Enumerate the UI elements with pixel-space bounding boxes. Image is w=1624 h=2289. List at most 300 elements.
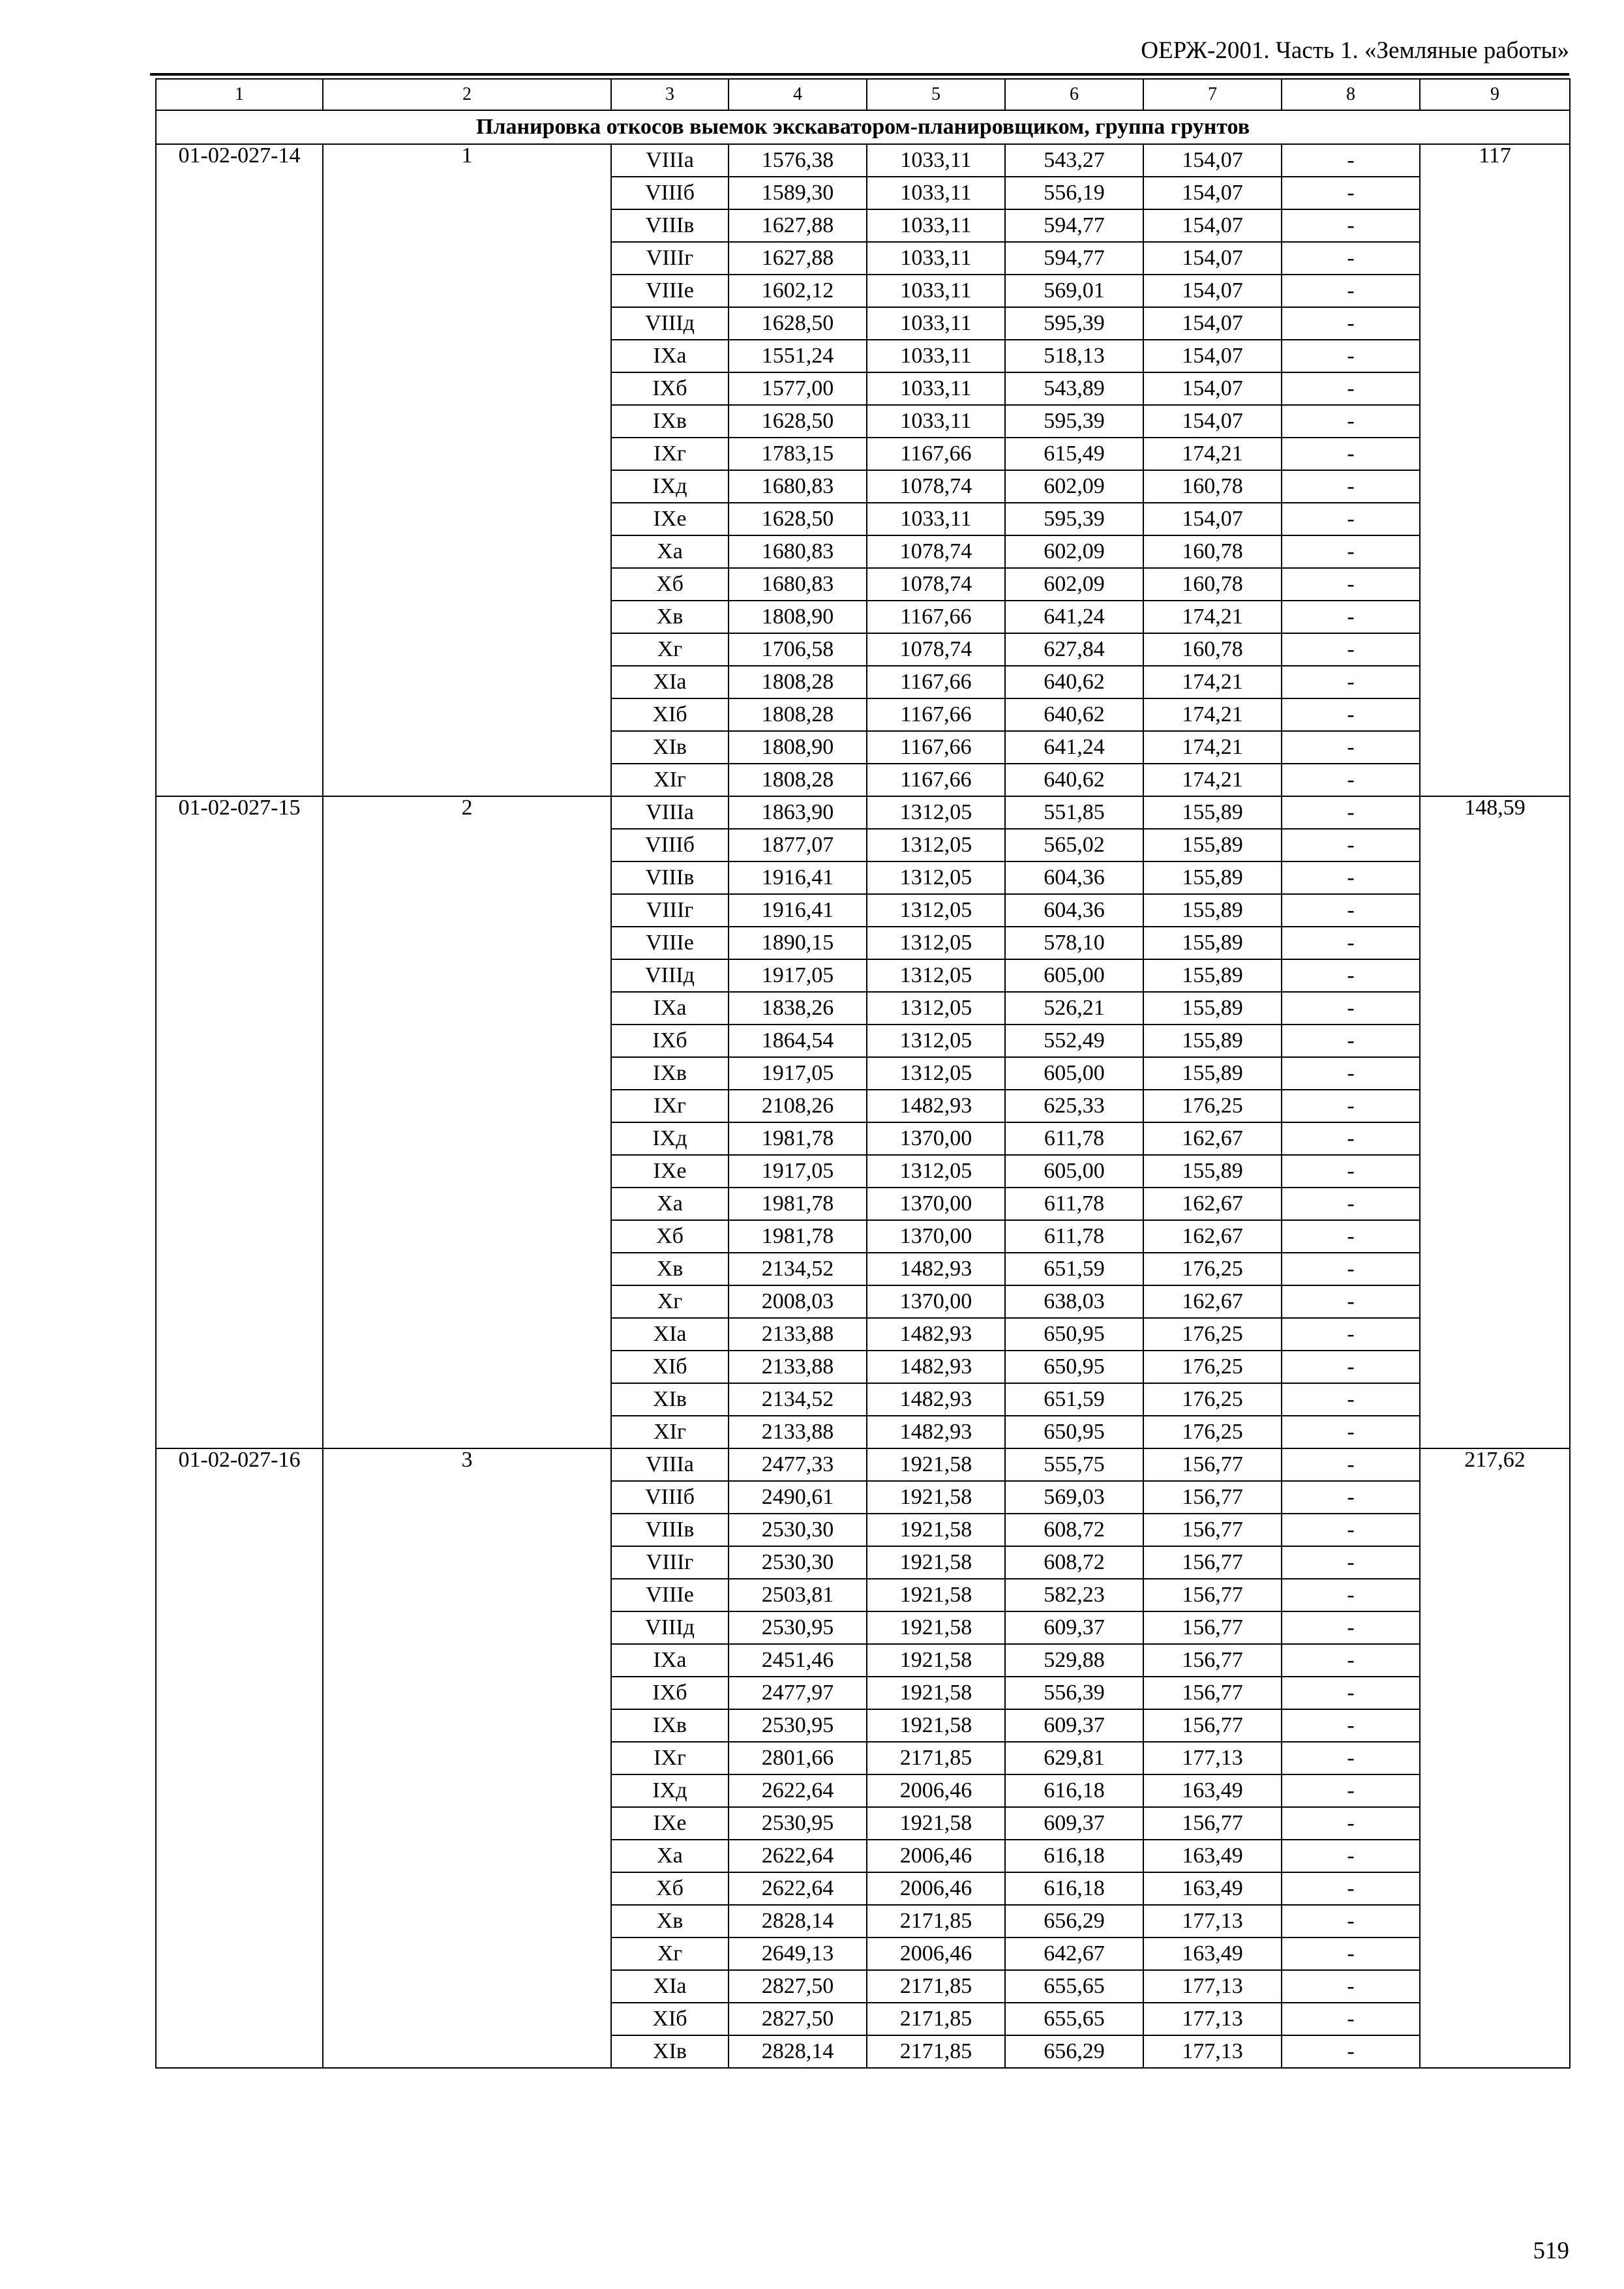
total-cost: 2649,13: [729, 1937, 867, 1970]
machine-wages: 163,49: [1143, 1872, 1282, 1905]
machine-wages: 162,67: [1143, 1188, 1282, 1220]
machine-wages: 174,21: [1143, 601, 1282, 633]
rate-code: 01-02-027-15: [156, 796, 323, 1448]
item-number: 3: [323, 1448, 611, 2068]
soil-group: IXб: [611, 1025, 729, 1057]
machine-wages: 160,78: [1143, 633, 1282, 666]
wages: 1033,11: [867, 275, 1005, 307]
total-cost: 1627,88: [729, 209, 867, 242]
total-cost: 2008,03: [729, 1285, 867, 1318]
machine-wages: 155,89: [1143, 894, 1282, 927]
machine-cost: 518,13: [1005, 340, 1143, 372]
materials-cost: -: [1282, 1937, 1420, 1970]
machine-wages: 176,25: [1143, 1351, 1282, 1383]
machine-wages: 177,13: [1143, 1742, 1282, 1774]
total-cost: 1551,24: [729, 340, 867, 372]
materials-cost: -: [1282, 601, 1420, 633]
total-cost: 1981,78: [729, 1122, 867, 1155]
machine-wages: 156,77: [1143, 1611, 1282, 1644]
machine-wages: 156,77: [1143, 1579, 1282, 1611]
wages: 1921,58: [867, 1677, 1005, 1709]
soil-group: XIв: [611, 2035, 729, 2068]
machine-cost: 615,49: [1005, 438, 1143, 470]
materials-cost: -: [1282, 1220, 1420, 1253]
materials-cost: -: [1282, 1970, 1420, 2003]
materials-cost: -: [1282, 340, 1420, 372]
total-cost: 2828,14: [729, 2035, 867, 2068]
machine-wages: 155,89: [1143, 927, 1282, 959]
machine-wages: 154,07: [1143, 372, 1282, 405]
materials-cost: -: [1282, 1057, 1420, 1090]
wages: 2171,85: [867, 2003, 1005, 2035]
machine-cost: 604,36: [1005, 894, 1143, 927]
machine-wages: 155,89: [1143, 959, 1282, 992]
total-cost: 1706,58: [729, 633, 867, 666]
total-cost: 2133,88: [729, 1416, 867, 1448]
materials-cost: -: [1282, 209, 1420, 242]
machine-wages: 154,07: [1143, 144, 1282, 177]
machine-cost: 608,72: [1005, 1546, 1143, 1579]
total-cost: 2530,95: [729, 1807, 867, 1840]
machine-wages: 177,13: [1143, 2003, 1282, 2035]
soil-group: Xа: [611, 1188, 729, 1220]
soil-group: Xв: [611, 1253, 729, 1285]
materials-cost: -: [1282, 242, 1420, 275]
column-number: 4: [729, 79, 867, 110]
materials-cost: -: [1282, 1742, 1420, 1774]
materials-cost: -: [1282, 1318, 1420, 1351]
soil-group: IXг: [611, 1742, 729, 1774]
soil-group: IXд: [611, 1774, 729, 1807]
soil-group: IXв: [611, 1057, 729, 1090]
wages: 1033,11: [867, 209, 1005, 242]
materials-cost: -: [1282, 535, 1420, 568]
materials-cost: -: [1282, 1514, 1420, 1546]
soil-group: IXв: [611, 1709, 729, 1742]
machine-wages: 156,77: [1143, 1448, 1282, 1481]
soil-group: VIIIг: [611, 242, 729, 275]
soil-group: IXа: [611, 340, 729, 372]
machine-wages: 154,07: [1143, 503, 1282, 535]
total-cost: 1589,30: [729, 177, 867, 209]
machine-wages: 174,21: [1143, 438, 1282, 470]
total-cost: 1916,41: [729, 861, 867, 894]
machine-cost: 609,37: [1005, 1709, 1143, 1742]
total-cost: 1877,07: [729, 829, 867, 861]
soil-group: XIа: [611, 1318, 729, 1351]
wages: 1312,05: [867, 796, 1005, 829]
total-cost: 1890,15: [729, 927, 867, 959]
soil-group: IXг: [611, 1090, 729, 1122]
machine-cost: 609,37: [1005, 1611, 1143, 1644]
wages: 1078,74: [867, 470, 1005, 503]
wages: 1921,58: [867, 1514, 1005, 1546]
machine-cost: 602,09: [1005, 535, 1143, 568]
wages: 1033,11: [867, 405, 1005, 438]
soil-group: VIIIв: [611, 1514, 729, 1546]
materials-cost: -: [1282, 177, 1420, 209]
machine-cost: 651,59: [1005, 1383, 1143, 1416]
rate-code: 01-02-027-16: [156, 1448, 323, 2068]
wages: 1921,58: [867, 1611, 1005, 1644]
machine-wages: 163,49: [1143, 1774, 1282, 1807]
machine-cost: 616,18: [1005, 1774, 1143, 1807]
total-cost: 1981,78: [729, 1188, 867, 1220]
materials-cost: -: [1282, 1807, 1420, 1840]
total-cost: 1981,78: [729, 1220, 867, 1253]
wages: 1312,05: [867, 829, 1005, 861]
machine-wages: 174,21: [1143, 698, 1282, 731]
machine-wages: 176,25: [1143, 1090, 1282, 1122]
machine-cost: 595,39: [1005, 307, 1143, 340]
machine-cost: 640,62: [1005, 764, 1143, 796]
total-cost: 1916,41: [729, 894, 867, 927]
column-number: 2: [323, 79, 611, 110]
materials-cost: -: [1282, 1840, 1420, 1872]
soil-group: Xг: [611, 1937, 729, 1970]
machine-cost: 609,37: [1005, 1807, 1143, 1840]
materials-cost: -: [1282, 633, 1420, 666]
materials-cost: -: [1282, 1448, 1420, 1481]
total-cost: 1808,90: [729, 601, 867, 633]
machine-cost: 642,67: [1005, 1937, 1143, 1970]
wages: 1312,05: [867, 1155, 1005, 1188]
wages: 1921,58: [867, 1644, 1005, 1677]
soil-group: VIIIб: [611, 1481, 729, 1514]
machine-cost: 627,84: [1005, 633, 1143, 666]
materials-cost: -: [1282, 405, 1420, 438]
running-head: ОЕРЖ-2001. Часть 1. «Земляные работы»: [1141, 37, 1569, 64]
soil-group: XIб: [611, 698, 729, 731]
wages: 1167,66: [867, 666, 1005, 698]
column-number: 7: [1143, 79, 1282, 110]
machine-wages: 155,89: [1143, 1025, 1282, 1057]
materials-cost: -: [1282, 438, 1420, 470]
machine-wages: 163,49: [1143, 1937, 1282, 1970]
machine-wages: 155,89: [1143, 861, 1282, 894]
machine-cost: 578,10: [1005, 927, 1143, 959]
machine-cost: 611,78: [1005, 1220, 1143, 1253]
soil-group: VIIIв: [611, 209, 729, 242]
materials-cost: -: [1282, 1546, 1420, 1579]
materials-cost: -: [1282, 927, 1420, 959]
item-number: 2: [323, 796, 611, 1448]
machine-wages: 154,07: [1143, 307, 1282, 340]
machine-wages: 154,07: [1143, 275, 1282, 307]
machine-cost: 602,09: [1005, 568, 1143, 601]
wages: 1167,66: [867, 764, 1005, 796]
soil-group: XIб: [611, 2003, 729, 2035]
header-rule: [150, 73, 1569, 76]
total-cost: 2622,64: [729, 1840, 867, 1872]
wages: 1078,74: [867, 633, 1005, 666]
machine-wages: 163,49: [1143, 1840, 1282, 1872]
machine-wages: 156,77: [1143, 1481, 1282, 1514]
total-cost: 1577,00: [729, 372, 867, 405]
total-cost: 1627,88: [729, 242, 867, 275]
wages: 1482,93: [867, 1416, 1005, 1448]
machine-wages: 174,21: [1143, 666, 1282, 698]
wages: 1482,93: [867, 1253, 1005, 1285]
materials-cost: -: [1282, 470, 1420, 503]
materials-cost: -: [1282, 2003, 1420, 2035]
soil-group: XIв: [611, 1383, 729, 1416]
section-title-row: [156, 110, 1570, 144]
wages: 1482,93: [867, 1090, 1005, 1122]
machine-cost: 569,01: [1005, 275, 1143, 307]
materials-cost: -: [1282, 1285, 1420, 1318]
wages: 1167,66: [867, 601, 1005, 633]
total-cost: 2133,88: [729, 1351, 867, 1383]
soil-group: XIг: [611, 1416, 729, 1448]
soil-group: IXг: [611, 438, 729, 470]
materials-cost: -: [1282, 144, 1420, 177]
machine-wages: 154,07: [1143, 209, 1282, 242]
soil-group: XIб: [611, 1351, 729, 1383]
machine-wages: 156,77: [1143, 1514, 1282, 1546]
soil-group: Xг: [611, 1285, 729, 1318]
column-number: 1: [156, 79, 323, 110]
materials-cost: -: [1282, 829, 1420, 861]
machine-wages: 160,78: [1143, 568, 1282, 601]
machine-cost: 651,59: [1005, 1253, 1143, 1285]
machine-cost: 641,24: [1005, 601, 1143, 633]
wages: 1482,93: [867, 1318, 1005, 1351]
wages: 1167,66: [867, 698, 1005, 731]
machine-wages: 177,13: [1143, 2035, 1282, 2068]
wages: 1167,66: [867, 731, 1005, 764]
machine-cost: 656,29: [1005, 2035, 1143, 2068]
machine-wages: 160,78: [1143, 535, 1282, 568]
table-row: [156, 144, 1570, 177]
total-cost: 2530,95: [729, 1709, 867, 1742]
soil-group: VIIIа: [611, 1448, 729, 1481]
wages: 1167,66: [867, 438, 1005, 470]
machine-cost: 595,39: [1005, 405, 1143, 438]
soil-group: Xа: [611, 535, 729, 568]
total-cost: 2451,46: [729, 1644, 867, 1677]
total-cost: 2477,33: [729, 1448, 867, 1481]
machine-wages: 156,77: [1143, 1644, 1282, 1677]
soil-group: IXе: [611, 1155, 729, 1188]
machine-wages: 174,21: [1143, 764, 1282, 796]
machine-cost: 602,09: [1005, 470, 1143, 503]
machine-wages: 176,25: [1143, 1318, 1282, 1351]
soil-group: IXб: [611, 1677, 729, 1709]
machine-wages: 154,07: [1143, 177, 1282, 209]
machine-cost: 655,65: [1005, 1970, 1143, 2003]
total-cost: 2503,81: [729, 1579, 867, 1611]
section-title: Планировка откосов выемок экскаватором-планировщиком, группа грунтов: [156, 110, 1570, 144]
total-cost: 2530,95: [729, 1611, 867, 1644]
soil-group: VIIIа: [611, 796, 729, 829]
labor-hours: 117: [1420, 144, 1570, 796]
wages: 1312,05: [867, 959, 1005, 992]
soil-group: XIа: [611, 666, 729, 698]
wages: 2171,85: [867, 1970, 1005, 2003]
machine-cost: 543,89: [1005, 372, 1143, 405]
total-cost: 2490,61: [729, 1481, 867, 1514]
materials-cost: -: [1282, 698, 1420, 731]
total-cost: 2827,50: [729, 1970, 867, 2003]
machine-wages: 154,07: [1143, 242, 1282, 275]
machine-wages: 162,67: [1143, 1220, 1282, 1253]
machine-cost: 616,18: [1005, 1840, 1143, 1872]
column-number: 3: [611, 79, 729, 110]
total-cost: 2108,26: [729, 1090, 867, 1122]
total-cost: 1917,05: [729, 1057, 867, 1090]
wages: 1370,00: [867, 1122, 1005, 1155]
machine-wages: 162,67: [1143, 1122, 1282, 1155]
soil-group: XIа: [611, 1970, 729, 2003]
table-body: [156, 79, 1570, 2068]
machine-wages: 162,67: [1143, 1285, 1282, 1318]
wages: 1033,11: [867, 340, 1005, 372]
wages: 1921,58: [867, 1546, 1005, 1579]
total-cost: 2801,66: [729, 1742, 867, 1774]
machine-cost: 529,88: [1005, 1644, 1143, 1677]
wages: 1033,11: [867, 503, 1005, 535]
machine-wages: 155,89: [1143, 796, 1282, 829]
soil-group: Xг: [611, 633, 729, 666]
wages: 1921,58: [867, 1481, 1005, 1514]
soil-group: Xб: [611, 568, 729, 601]
machine-wages: 176,25: [1143, 1253, 1282, 1285]
total-cost: 1808,28: [729, 764, 867, 796]
total-cost: 1864,54: [729, 1025, 867, 1057]
wages: 1921,58: [867, 1579, 1005, 1611]
wages: 1312,05: [867, 1025, 1005, 1057]
soil-group: Xб: [611, 1872, 729, 1905]
materials-cost: -: [1282, 1644, 1420, 1677]
materials-cost: -: [1282, 1611, 1420, 1644]
labor-hours: 148,59: [1420, 796, 1570, 1448]
total-cost: 1680,83: [729, 470, 867, 503]
total-cost: 2530,30: [729, 1546, 867, 1579]
materials-cost: -: [1282, 372, 1420, 405]
total-cost: 2133,88: [729, 1318, 867, 1351]
soil-group: IXб: [611, 372, 729, 405]
wages: 1312,05: [867, 992, 1005, 1025]
materials-cost: -: [1282, 1677, 1420, 1709]
machine-cost: 526,21: [1005, 992, 1143, 1025]
wages: 1033,11: [867, 144, 1005, 177]
column-number: 9: [1420, 79, 1570, 110]
wages: 1312,05: [867, 1057, 1005, 1090]
machine-cost: 655,65: [1005, 2003, 1143, 2035]
machine-cost: 629,81: [1005, 1742, 1143, 1774]
machine-cost: 638,03: [1005, 1285, 1143, 1318]
materials-cost: -: [1282, 861, 1420, 894]
soil-group: IXд: [611, 1122, 729, 1155]
machine-cost: 625,33: [1005, 1090, 1143, 1122]
total-cost: 1628,50: [729, 503, 867, 535]
machine-cost: 543,27: [1005, 144, 1143, 177]
soil-group: VIIIе: [611, 927, 729, 959]
soil-group: VIIIг: [611, 894, 729, 927]
machine-cost: 605,00: [1005, 959, 1143, 992]
total-cost: 2827,50: [729, 2003, 867, 2035]
soil-group: Xа: [611, 1840, 729, 1872]
materials-cost: -: [1282, 1090, 1420, 1122]
materials-cost: -: [1282, 1188, 1420, 1220]
materials-cost: -: [1282, 1416, 1420, 1448]
total-cost: 1917,05: [729, 959, 867, 992]
soil-group: XIг: [611, 764, 729, 796]
machine-wages: 160,78: [1143, 470, 1282, 503]
machine-cost: 640,62: [1005, 698, 1143, 731]
machine-cost: 650,95: [1005, 1416, 1143, 1448]
machine-wages: 155,89: [1143, 992, 1282, 1025]
machine-cost: 582,23: [1005, 1579, 1143, 1611]
machine-cost: 556,19: [1005, 177, 1143, 209]
total-cost: 1680,83: [729, 568, 867, 601]
wages: 1921,58: [867, 1807, 1005, 1840]
soil-group: VIIIб: [611, 829, 729, 861]
machine-cost: 555,75: [1005, 1448, 1143, 1481]
total-cost: 1628,50: [729, 307, 867, 340]
total-cost: 1863,90: [729, 796, 867, 829]
machine-cost: 565,02: [1005, 829, 1143, 861]
soil-group: Xв: [611, 1905, 729, 1937]
soil-group: VIIIд: [611, 1611, 729, 1644]
machine-wages: 176,25: [1143, 1416, 1282, 1448]
wages: 1033,11: [867, 372, 1005, 405]
machine-cost: 605,00: [1005, 1155, 1143, 1188]
materials-cost: -: [1282, 1351, 1420, 1383]
materials-cost: -: [1282, 666, 1420, 698]
machine-cost: 569,03: [1005, 1481, 1143, 1514]
soil-group: VIIIв: [611, 861, 729, 894]
wages: 1370,00: [867, 1220, 1005, 1253]
materials-cost: -: [1282, 307, 1420, 340]
materials-cost: -: [1282, 1122, 1420, 1155]
machine-wages: 155,89: [1143, 1155, 1282, 1188]
materials-cost: -: [1282, 2035, 1420, 2068]
machine-wages: 156,77: [1143, 1677, 1282, 1709]
machine-wages: 155,89: [1143, 829, 1282, 861]
wages: 1033,11: [867, 307, 1005, 340]
soil-group: Xб: [611, 1220, 729, 1253]
wages: 2171,85: [867, 1742, 1005, 1774]
page-number: 519: [1533, 2237, 1569, 2264]
total-cost: 1576,38: [729, 144, 867, 177]
soil-group: IXв: [611, 405, 729, 438]
soil-group: XIв: [611, 731, 729, 764]
soil-group: VIIIб: [611, 177, 729, 209]
materials-cost: -: [1282, 1774, 1420, 1807]
wages: 1482,93: [867, 1383, 1005, 1416]
wages: 2006,46: [867, 1840, 1005, 1872]
materials-cost: -: [1282, 503, 1420, 535]
materials-cost: -: [1282, 764, 1420, 796]
rate-code: 01-02-027-14: [156, 144, 323, 796]
materials-cost: -: [1282, 1872, 1420, 1905]
column-number-row: [156, 79, 1570, 110]
total-cost: 2530,30: [729, 1514, 867, 1546]
materials-cost: -: [1282, 1155, 1420, 1188]
machine-cost: 611,78: [1005, 1188, 1143, 1220]
table-row: [156, 796, 1570, 829]
total-cost: 1628,50: [729, 405, 867, 438]
materials-cost: -: [1282, 1253, 1420, 1285]
wages: 1033,11: [867, 242, 1005, 275]
machine-wages: 155,89: [1143, 1057, 1282, 1090]
machine-wages: 177,13: [1143, 1905, 1282, 1937]
materials-cost: -: [1282, 1383, 1420, 1416]
machine-cost: 640,62: [1005, 666, 1143, 698]
machine-cost: 611,78: [1005, 1122, 1143, 1155]
